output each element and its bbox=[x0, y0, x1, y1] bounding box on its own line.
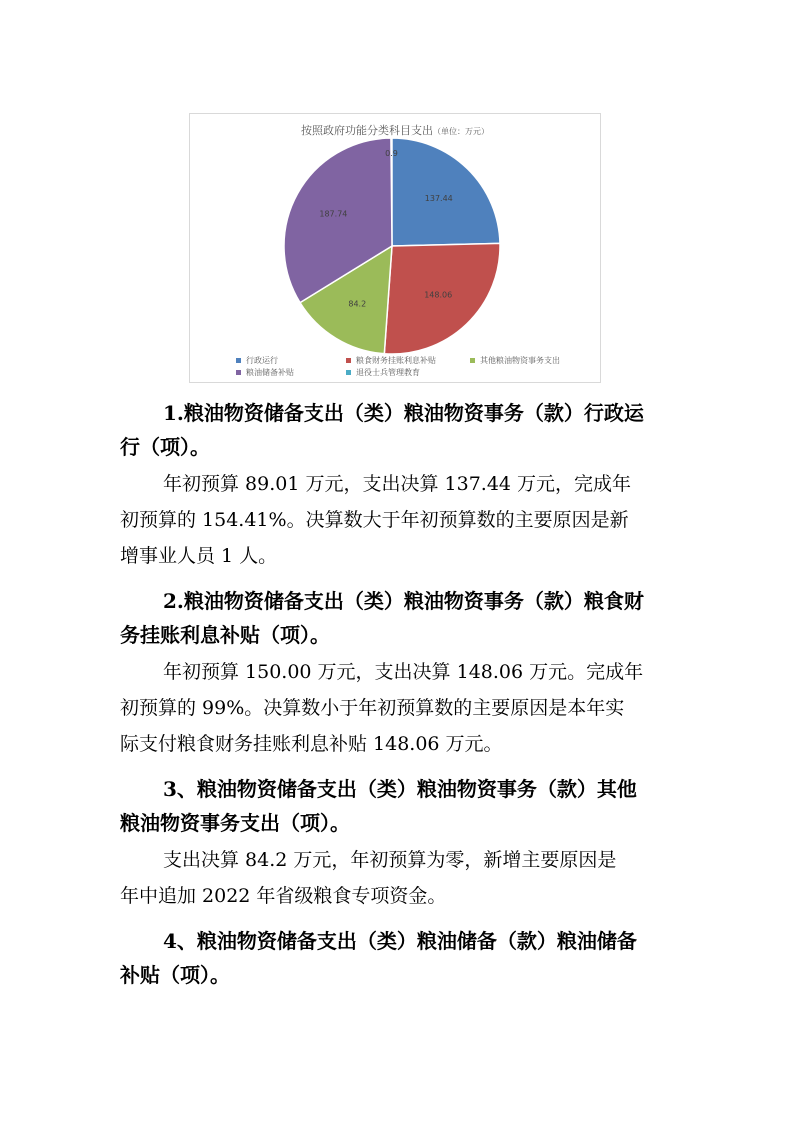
pie-label-3: 187.74 bbox=[319, 209, 348, 219]
chart-legend bbox=[236, 354, 576, 378]
pie-label-4: 0.9 bbox=[385, 149, 398, 159]
pie-slice-0 bbox=[392, 138, 500, 246]
section-4-heading-line-2: 补贴（项）。 bbox=[120, 963, 230, 987]
legend-item-2: 其他粮油物资事务支出 bbox=[470, 355, 560, 366]
section-2-body-line-3: 际支付粮食财务挂账利息补贴 148.06 万元。 bbox=[120, 733, 503, 755]
pie-svg bbox=[190, 114, 600, 382]
section-2-body-line-2: 初预算的 99%。决算数小于年初预算数的主要原因是本年实 bbox=[120, 697, 625, 719]
legend-item-0: 行政运行 bbox=[236, 355, 346, 366]
section-3-heading-line-1: 3、粮油物资储备支出（类）粮油物资事务（款）其他 bbox=[163, 777, 637, 801]
section-3-body-line-1: 支出决算 84.2 万元，年初预算为零，新增主要原因是 bbox=[163, 849, 617, 871]
legend-item-4: 退役士兵管理教育 bbox=[346, 367, 470, 378]
section-2-heading-line-2: 务挂账利息补贴（项）。 bbox=[120, 623, 330, 647]
pie-label-0: 137.44 bbox=[424, 194, 453, 204]
section-3-heading-line-2: 粮油物资事务支出（项）。 bbox=[120, 811, 350, 835]
section-1-body-line-3: 增事业人员 1 人。 bbox=[120, 545, 278, 567]
section-1-body-line-1: 年初预算 89.01 万元，支出决算 137.44 万元，完成年 bbox=[163, 473, 632, 495]
section-2-heading-line-1: 2.粮油物资储备支出（类）粮油物资事务（款）粮食财 bbox=[163, 589, 644, 613]
pie-chart bbox=[189, 113, 601, 383]
section-2-body-line-1: 年初预算 150.00 万元，支出决算 148.06 万元。完成年 bbox=[163, 661, 644, 683]
section-4-heading-line-1: 4、粮油物资储备支出（类）粮油储备（款）粮油储备 bbox=[163, 929, 637, 953]
legend-item-3: 粮油储备补贴 bbox=[236, 367, 346, 378]
legend-item-1: 粮食财务挂账利息补贴 bbox=[346, 355, 470, 366]
section-3-body-line-2: 年中追加 2022 年省级粮食专项资金。 bbox=[120, 885, 447, 907]
chart-title: 按照政府功能分类科目支出（单位：万元） bbox=[301, 124, 489, 137]
section-1-body-line-2: 初预算的 154.41%。决算数大于年初预算数的主要原因是新 bbox=[120, 509, 629, 531]
chart-title-unit: （单位：万元） bbox=[433, 127, 489, 136]
pie-label-1: 148.06 bbox=[424, 290, 453, 300]
pie-label-2: 84.2 bbox=[348, 299, 367, 309]
section-1-heading-line-1: 1.粮油物资储备支出（类）粮油物资事务（款）行政运 bbox=[163, 401, 644, 425]
section-1-heading-line-2: 行（项）。 bbox=[120, 435, 210, 459]
